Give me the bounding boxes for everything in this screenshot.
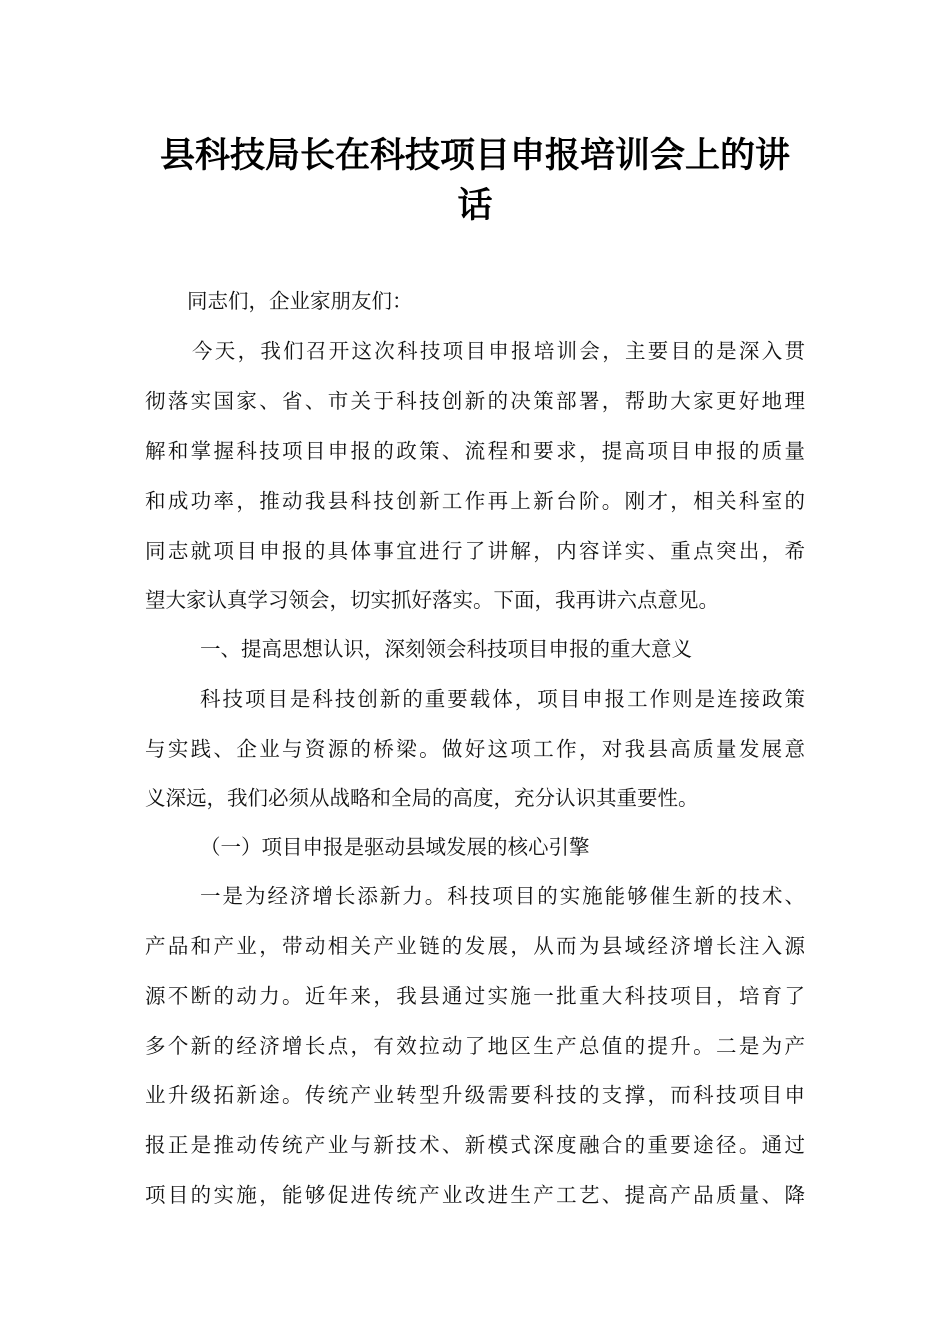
body-line: 义深远，我们必须从战略和全局的高度，充分认识其重要性。: [145, 786, 699, 810]
body-line: 源不断的动力。近年来，我县通过实施一批重大科技项目，培育了: [145, 984, 805, 1008]
body-line: 今天，我们召开这次科技项目申报培训会，主要目的是深入贯: [192, 339, 805, 363]
body-line: 项目的实施，能够促进传统产业改进生产工艺、提高产品质量、降: [145, 1183, 805, 1207]
body-line: 解和掌握科技项目申报的政策、流程和要求，提高项目申报的质量: [145, 439, 805, 463]
body-line: 报正是推动传统产业与新技术、新模式深度融合的重要途径。通过: [145, 1133, 805, 1157]
body-line: 科技项目是科技创新的重要载体，项目申报工作则是连接政策: [200, 687, 805, 711]
body-line: 与实践、企业与资源的桥梁。做好这项工作，对我县高质量发展意: [145, 737, 805, 761]
subsection-heading: （一）项目申报是驱动县域发展的核心引擎: [200, 835, 590, 859]
body-line: 同志就项目申报的具体事宜进行了讲解，内容详实、重点突出，希: [145, 539, 805, 563]
document-title-line-1: 县科技局长在科技项目申报培训会上的讲: [159, 136, 790, 176]
body-line: 产品和产业，带动相关产业链的发展，从而为县域经济增长注入源: [145, 934, 805, 958]
body-line: 望大家认真学习领会，切实抓好落实。下面，我再讲六点意见。: [145, 588, 719, 612]
body-line: 一是为经济增长添新力。科技项目的实施能够催生新的技术、: [200, 884, 805, 908]
body-line: 业升级拓新途。传统产业转型升级需要科技的支撑，而科技项目申: [145, 1083, 805, 1107]
body-line: 多个新的经济增长点，有效拉动了地区生产总值的提升。二是为产: [145, 1034, 805, 1058]
body-line: 和成功率，推动我县科技创新工作再上新台阶。刚才，相关科室的: [145, 489, 805, 513]
body-line: 彻落实国家、省、市关于科技创新的决策部署，帮助大家更好地理: [145, 389, 805, 413]
section-heading: 一、提高思想认识，深刻领会科技项目申报的重大意义: [200, 637, 692, 661]
salutation: 同志们，企业家朋友们：: [187, 289, 413, 313]
document-title-line-2: 话: [457, 186, 493, 226]
